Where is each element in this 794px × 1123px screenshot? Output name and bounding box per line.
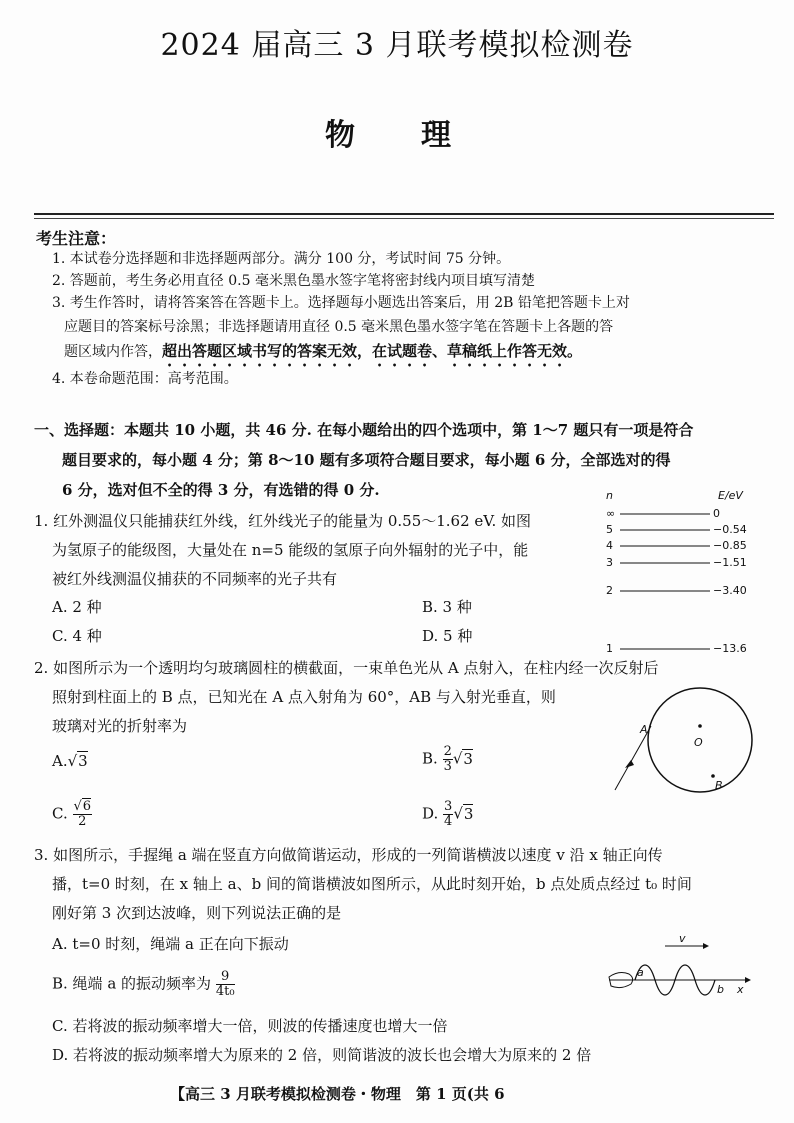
fraction (443, 745, 453, 774)
question-1-text: 为氢原子的能级图，大量处在 n=5 能级的氢原子向外辐射的光子中，能 (52, 541, 529, 559)
q3-option-b (52, 970, 235, 999)
section-instructions: 6 分，选对但不全的得 3 分，有选错的得 0 分. (62, 481, 380, 499)
label-o: O (694, 736, 703, 749)
label-a: a (637, 966, 644, 979)
notice-item: 4. 本卷命题范围：高考范围。 (52, 371, 238, 387)
q2-option-c (52, 800, 92, 829)
q2-option-d: D. $\frac{3}{4}$ √3 (422, 799, 474, 829)
question-1-text: 1. 红外测温仪只能捕获红外线，红外线光子的能量为 0.55～1.62 eV. 如图 (34, 512, 532, 530)
header-rule (34, 213, 774, 215)
radicand: 6 (82, 799, 92, 814)
option-letter: D. (422, 804, 439, 823)
notice-heading: 考生注意： (36, 229, 117, 248)
level-n: 3 (606, 556, 613, 569)
q1-option-b: B. 3 种 (422, 598, 472, 616)
level-3 (606, 556, 747, 569)
numerator: 9 (216, 970, 235, 985)
velocity-arrowhead (703, 943, 709, 949)
fraction (216, 970, 235, 999)
q2-option-b: B. $\frac{2}{3}$ √3 (422, 744, 473, 774)
notice-item: 1. 本试卷分选择题和非选择题两部分。满分 100 分，考试时间 75 分钟。 (52, 251, 511, 267)
denominator: 2 (78, 814, 87, 829)
option-text: B. 绳端 a 的振动频率为 (52, 974, 212, 993)
level-energy: −3.40 (713, 584, 747, 597)
radicand: 3 (463, 804, 474, 823)
label-b: b (717, 983, 724, 996)
header-rule-thin (34, 218, 774, 219)
label-x: x (737, 983, 744, 996)
option-letter: C. (52, 804, 68, 823)
notice-item: 3. 考生作答时，请将答案答在答题卡上。选择题每小题选出答案后，用 2B 铅笔把答题卡上对 (52, 295, 630, 311)
numerator: 2 (443, 744, 452, 759)
ray-arrow (625, 760, 634, 768)
q3-option-c: C. 若将波的振动频率增大一倍，则波的传播速度也增大一倍 (52, 1017, 448, 1035)
q1-option-d: D. 5 种 (422, 627, 473, 645)
exam-title: 2024 届高三 3 月联考模拟检测卷 (160, 28, 634, 63)
notice-item (64, 340, 582, 370)
radicand: 3 (78, 752, 88, 770)
level-energy: −0.85 (713, 539, 747, 552)
center-point (698, 724, 702, 728)
level-inf (606, 507, 720, 520)
level-2 (606, 584, 747, 597)
question-3-text: 刚好第 3 次到达波峰，则下列说法正确的是 (52, 904, 342, 922)
notice-item: 应题目的答案标号涂黑；非选择题请用直径 0.5 毫米黑色墨水签字笔在答题卡上各题的答 (64, 319, 614, 335)
question-1-text: 被红外线测温仪捕获的不同频率的光子共有 (52, 570, 338, 588)
question-2-text: 2. 如图所示为一个透明均匀玻璃圆柱的横截面，一束单色光从 A 点射入，在柱内经一次反射后 (34, 659, 659, 677)
level-energy: −1.51 (713, 556, 747, 569)
glass-cylinder-diagram (605, 682, 765, 800)
level-n: ∞ (606, 507, 616, 520)
n-axis-label: n (606, 489, 613, 502)
numerator: √6 (73, 799, 92, 814)
q1-option-c: C. 4 种 (52, 627, 102, 645)
label-b: B (715, 779, 723, 792)
radicand: 3 (463, 749, 473, 768)
question-2-text: 照射到柱面上的 B 点，已知光在 A 点入射角为 60°，AB 与入射光垂直，则 (52, 688, 556, 706)
question-3-text: 播，t=0 时刻，在 x 轴上 a、b 间的简谐横波如图所示，从此时刻开始，b 点处质点经过 t₀ 时间 (52, 875, 692, 893)
section-instructions: 题目要求的，每小题 4 分；第 8～10 题有多项符合题目要求，每小题 6 分，全部选对的得 (62, 451, 671, 469)
x-axis-arrowhead (745, 977, 751, 983)
page-footer: 【高三 3 月联考模拟检测卷・物理 第 1 页(共 6 (170, 1085, 505, 1103)
velocity-label: v (679, 932, 686, 945)
q3-option-a: A. t=0 时刻，绳端 a 正在向下振动 (52, 935, 289, 953)
point-b-marker (711, 774, 715, 778)
energy-level-diagram (600, 486, 760, 656)
label-a: A (640, 723, 648, 736)
denominator: 4t₀ (215, 984, 235, 999)
notice-item: 2. 答题前，考生务必用直径 0.5 毫米黑色墨水签字笔将密封线内项目填写清楚 (52, 273, 535, 289)
denominator: 4 (444, 814, 453, 829)
rope-wave-diagram (605, 930, 755, 1005)
q3-option-d: D. 若将波的振动频率增大为原来的 2 倍，则简谐波的波长也会增大为原来的 2 倍 (52, 1046, 592, 1064)
level-energy: −0.54 (713, 523, 747, 536)
level-energy: −13.6 (713, 642, 747, 655)
option-letter: B. (422, 749, 438, 768)
numerator: 3 (444, 799, 453, 814)
level-energy: 0 (713, 507, 720, 520)
fraction (443, 800, 453, 829)
q2-option-a: A.√3 (52, 752, 88, 770)
level-4 (606, 539, 747, 552)
level-n: 4 (606, 539, 613, 552)
energy-axis-label: E/eV (718, 489, 743, 502)
question-3-text: 3. 如图所示，手握绳 a 端在竖直方向做简谐运动，形成的一列简谐横波以速度 v 沿 x 轴正向传 (34, 846, 663, 864)
level-n: 1 (606, 642, 613, 655)
level-5 (606, 523, 747, 536)
denominator: 3 (443, 759, 452, 774)
level-n: 2 (606, 584, 613, 597)
subject-title: 物 理 (325, 118, 469, 153)
option-letter: A. (52, 752, 68, 770)
q1-option-a: A. 2 种 (52, 598, 102, 616)
notice-item-text: 题区域内作答， (64, 344, 162, 360)
question-2-text: 玻璃对光的折射率为 (52, 717, 188, 735)
fraction (73, 800, 93, 829)
level-n: 5 (606, 523, 613, 536)
notice-emphasis: 超出答题区域书写的答案无效，在试题卷、草稿纸上作答无效。 (162, 342, 583, 360)
section-instructions: 一、选择题：本题共 10 小题，共 46 分. 在每小题给出的四个选项中，第 1～7 题只有一项是符合 (34, 421, 694, 439)
